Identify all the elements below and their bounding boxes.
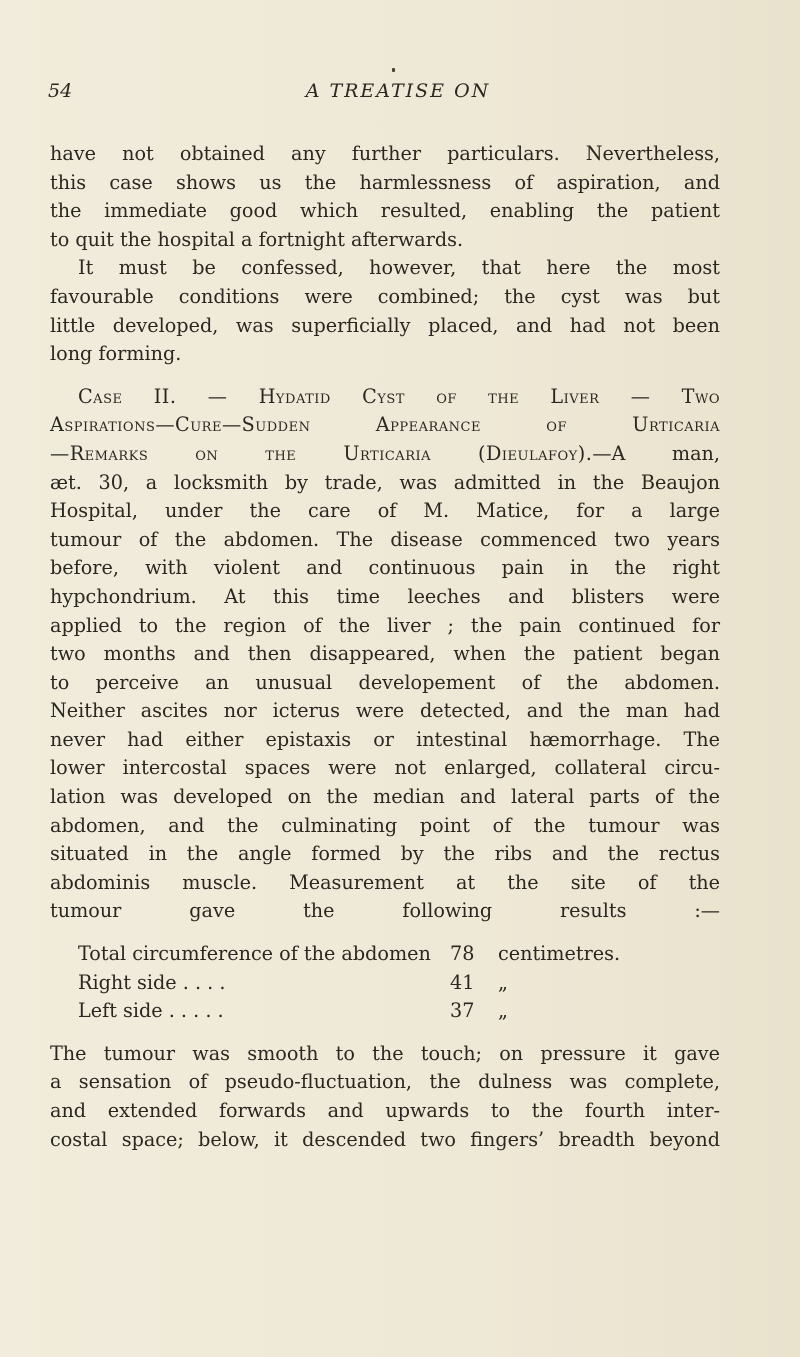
- ink-speck: [392, 68, 395, 72]
- text-line: two months and then disappeared, when the patient began: [50, 642, 720, 666]
- text-line: The tumour was smooth to the touch; on pressure it gave: [50, 1041, 720, 1065]
- text-line: tumour gave the following results :—: [50, 899, 720, 923]
- text-line: æt. 30, a locksmith by trade, was admitted in the Beaujon: [50, 470, 720, 494]
- text-line: abdominis muscle. Measurement at the site of the: [50, 870, 720, 894]
- text-line: tumour of the abdomen. The disease commenced two years: [50, 527, 720, 551]
- measurement-value: 37: [450, 999, 475, 1023]
- text-line: Hospital, under the care of M. Matice, for a large: [50, 499, 720, 523]
- case-heading-part: Case II. — Hydatid Cyst of the Liver — Two: [78, 384, 720, 408]
- text-line: to quit the hospital a fortnight afterwards.: [50, 227, 464, 251]
- measurement-label: Total circumference of the abdomen: [78, 942, 431, 966]
- text-line: It must be confessed, however, that here the most: [78, 256, 720, 280]
- text-line: lower intercostal spaces were not enlarged, collateral circu-: [50, 756, 720, 780]
- case-heading-part: Aspirations—Cure—Sudden Appearance of Urticaria: [50, 413, 720, 437]
- table-row: [78, 969, 620, 998]
- text-line: costal space; below, it descended two fingers’ breadth beyond: [50, 1127, 720, 1151]
- page-header: [48, 80, 748, 110]
- text-line: hypchondrium. At this time leeches and blisters were: [50, 584, 720, 608]
- case-heading-part: —A man,: [592, 441, 720, 465]
- measurement-label: Right side . . . .: [78, 970, 226, 994]
- case-heading-line: [50, 383, 720, 412]
- measurement-value: 78: [450, 942, 475, 966]
- text-line: long forming.: [50, 342, 182, 366]
- text-line: this case shows us the harmlessness of aspiration, and: [50, 170, 720, 194]
- text-line: little developed, was superficially placed, and had not been: [50, 313, 720, 337]
- measurement-value: 41: [450, 970, 475, 994]
- text-line: a sensation of pseudo-fluctuation, the dulness was complete,: [50, 1070, 720, 1094]
- text-line: and extended forwards and upwards to the fourth inter-: [50, 1099, 720, 1122]
- text-line: Neither ascites nor icterus were detected, and the man had: [50, 699, 720, 723]
- measurement-unit: „: [498, 999, 508, 1023]
- case-heading-line: [50, 411, 720, 440]
- page-number: 54: [48, 80, 73, 102]
- measurement-table: [78, 940, 620, 1026]
- measurement-label: Left side . . . . .: [78, 999, 224, 1023]
- case-heading-line: [50, 440, 720, 469]
- text-line: never had either epistaxis or intestinal hæmorrhage. The: [50, 727, 720, 751]
- case-heading-part: —Remarks on the Urticaria (Dieulafoy).: [50, 441, 593, 465]
- measurement-unit: „: [498, 970, 508, 994]
- running-title: A TREATISE ON: [305, 80, 491, 102]
- text-line: the immediate good which resulted, enabling the patient: [50, 199, 720, 223]
- table-row: [78, 997, 620, 1026]
- text-line: applied to the region of the liver ; the pain continued for: [50, 613, 720, 637]
- text-line: before, with violent and continuous pain in the right: [50, 556, 720, 580]
- page-body: [50, 140, 720, 1154]
- text-line: have not obtained any further particulars. Nevertheless,: [50, 142, 720, 165]
- table-row: [78, 940, 620, 969]
- text-line: lation was developed on the median and lateral parts of the: [50, 785, 720, 809]
- text-line: favourable conditions were combined; the cyst was but: [50, 284, 720, 308]
- text-line: situated in the angle formed by the ribs and the rectus: [50, 842, 720, 866]
- measurement-unit: centimetres.: [498, 942, 621, 966]
- text-line: abdomen, and the culminating point of the tumour was: [50, 813, 720, 837]
- text-line: to perceive an unusual developement of the abdomen.: [50, 670, 720, 694]
